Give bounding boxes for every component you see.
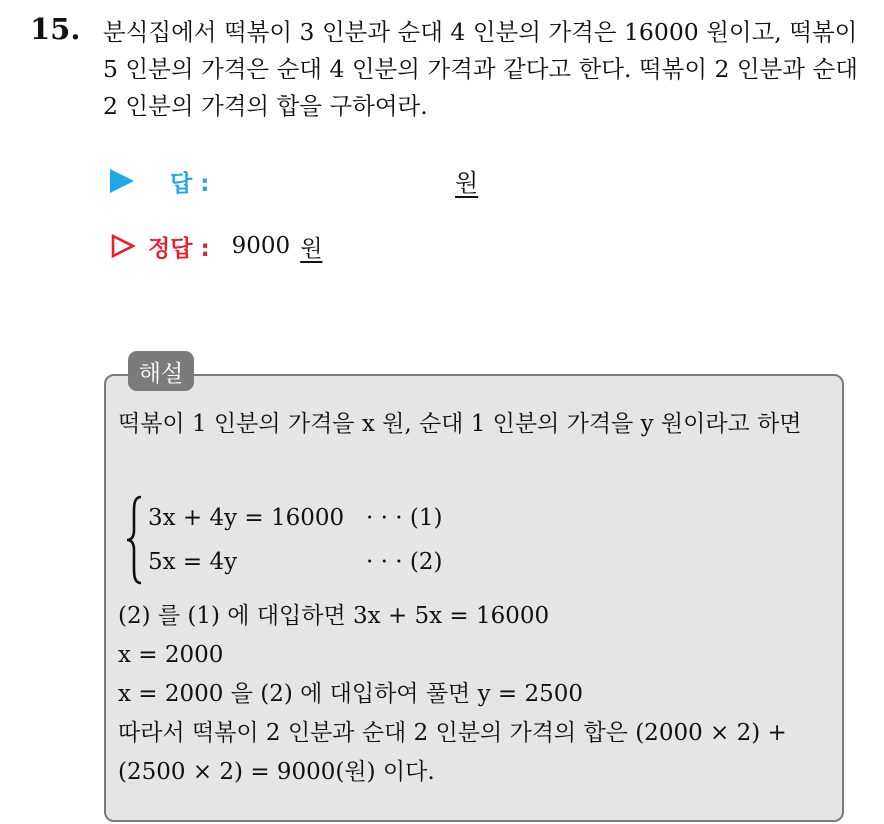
answer-label: 답 :: [170, 170, 210, 197]
correct-answer-label: 정답 :: [148, 235, 210, 262]
correct-answer-unit: 원: [300, 235, 323, 262]
equation-2-label: · · · (2): [366, 549, 443, 575]
correct-answer-row: [110, 228, 322, 264]
play-triangle-icon: [110, 169, 134, 193]
equation-1-label: · · · (1): [366, 505, 443, 531]
solution-tab: 해설: [128, 351, 194, 391]
solution-step: x = 2000 을 (2) 에 대입하여 풀면 y = 2500: [118, 681, 584, 707]
solution-intro: 떡볶이 1 인분의 가격을 x 원, 순대 1 인분의 가격을 y 원이라고 하면: [118, 411, 802, 437]
solution-step: x = 2000: [118, 642, 224, 668]
answer-unit: 원: [455, 169, 479, 197]
brace-icon: [124, 494, 144, 586]
solution-step: 따라서 떡볶이 2 인분과 순대 2 인분의 가격의 합은 (2000 × 2) + (2500 × 2) = 9000(원) 이다.: [118, 720, 787, 785]
outline-triangle-icon: [110, 233, 136, 259]
correct-answer-value: 9000: [231, 233, 291, 259]
equation-2: 5x = 4y: [148, 549, 238, 575]
solution-step: (2) 를 (1) 에 대입하면 3x + 5x = 16000: [118, 603, 550, 629]
question-text: 분식집에서 떡볶이 3 인분과 순대 4 인분의 가격은 16000 원이고, 떡볶이 5 인분의 가격은 순대 4 인분의 가격과 같다고 한다. 떡볶이 2 인분과 순대 2 인분의 가격의 합을 구하여라.: [103, 18, 858, 120]
equation-1: 3x + 4y = 16000: [148, 505, 345, 531]
question-number: 15.: [30, 12, 81, 46]
solution-steps: [118, 597, 830, 792]
answer-row: [110, 163, 209, 199]
